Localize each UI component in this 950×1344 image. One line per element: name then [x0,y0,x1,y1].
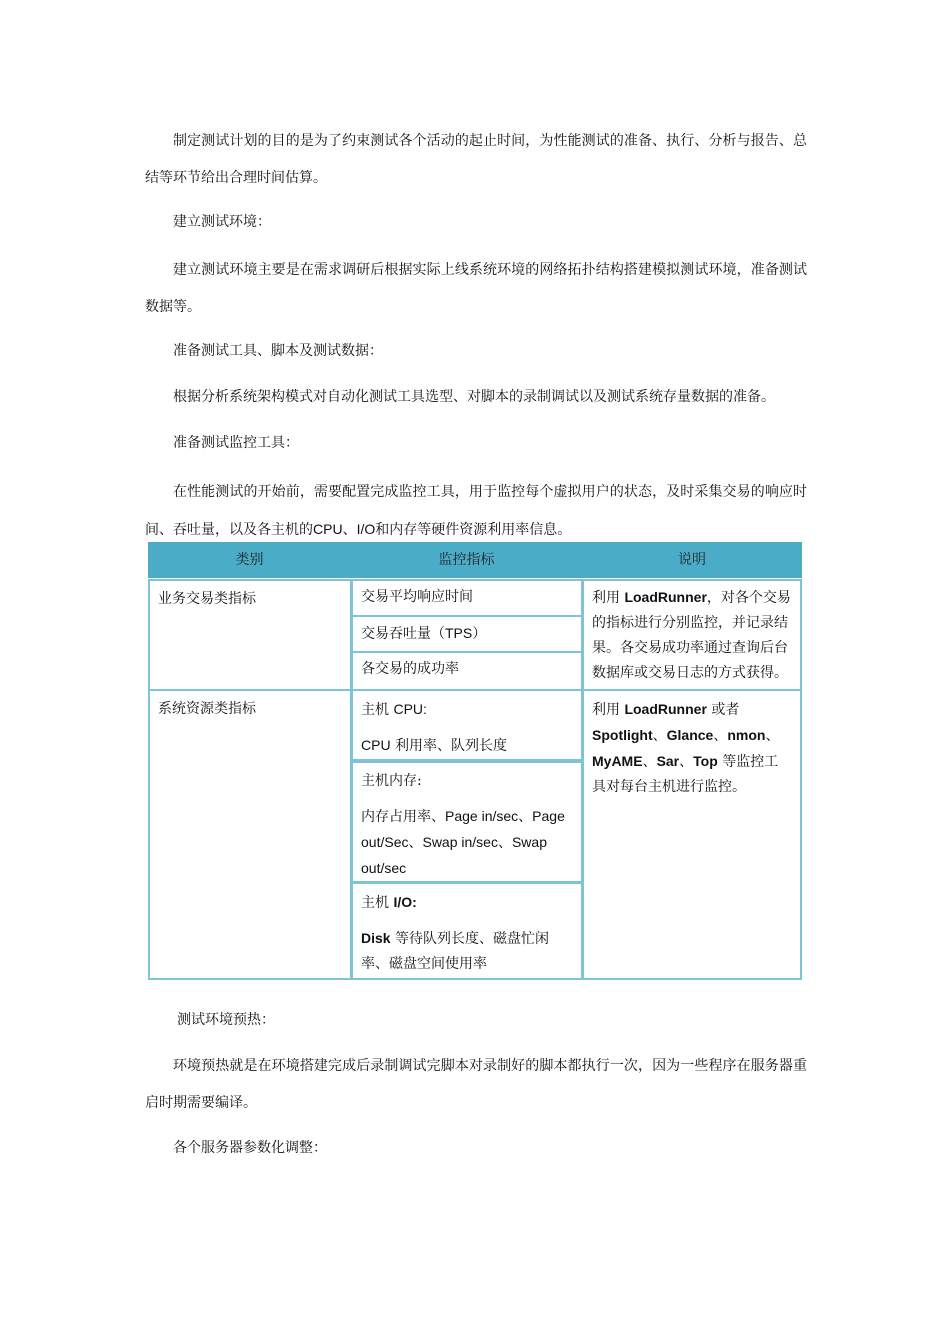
cell-text: 主机 [361,702,394,718]
cpu-detail [361,733,573,759]
header-category: 类别 [148,542,351,578]
cell-text: 业务交易类指标 [158,591,256,607]
cell-text: 利用 [592,590,625,606]
cell-avg-response [351,579,583,617]
io-detail [361,926,573,977]
separator: 、 [642,754,657,770]
heading-server-params: 各个服务器参数化调整： [173,1140,327,1156]
cell-text: ，对各个交易的指标进行分别监控，并记录结果。各交易成功率通过查询后台数据库或交易日志的方式获得。 [592,590,791,681]
memory-title: 主机内存: [361,773,422,789]
paragraph-text: 建立测试环境主要是在需求调研后根据实际上线系统环境的网络拓扑结构搭建模拟测试环境，准备测试数据等。 [145,262,807,315]
tool-myame: MyAME [592,753,643,769]
separator: 、 [408,835,423,851]
cell-text: 各交易的成功率 [361,661,459,677]
cell-text: 利用率、队列长度 [390,738,508,754]
memory-detail [361,804,573,882]
separator: 、 [765,728,780,744]
tool-sar: Sar [656,753,680,769]
term-cpu: CPU: [393,701,427,717]
cell-throughput [351,615,583,653]
tool-loadrunner: LoadRunner [624,701,707,717]
paragraph-monitor-tools [145,474,807,549]
cpu-title [361,697,573,723]
tool-nmon: nmon [727,727,766,743]
term-io: I/O: [393,894,417,910]
term-swap-out: Swap out/sec [361,834,547,876]
cell-text: 交易平均响应时间 [361,589,473,605]
term-page-in: Page in/sec [445,808,519,824]
heading-env-warmup: 测试环境预热： [177,1012,275,1028]
tool-glance: Glance [666,727,714,743]
header-description: 说明 [582,542,802,578]
tool-loadrunner: LoadRunner [624,589,707,605]
cell-resource-category [148,689,352,980]
monitoring-table [148,542,802,980]
heading-build-env: 建立测试环境： [173,214,271,230]
separator: 、 [652,728,667,744]
cell-text: 交易吞吐量（ [361,626,445,642]
cell-text: 系统资源类指标 [158,701,256,717]
term-tps: TPS [445,625,473,641]
cell-business-category [148,579,352,691]
tool-top: Top [693,753,718,769]
heading-monitor-tools: 准备测试监控工具： [173,435,299,451]
term-cpu: CPU [361,737,391,753]
tool-spotlight: Spotlight [592,727,653,743]
paragraph-build-env [145,252,807,326]
separator: 、 [679,754,694,770]
term-disk: Disk [361,930,391,946]
cell-text: 等待队列长度、磁盘忙闲率、磁盘空间使用率 [361,931,550,972]
term-page-out: Page out/Sec [361,808,565,850]
cell-host-memory [351,761,583,883]
paragraph-prepare-tools: 根据分析系统架构模式对自动化测试工具选型、对脚本的录制调试以及测试系统存量数据的准备。 [173,389,775,405]
io-title [361,890,573,916]
cell-text: 主机 [361,895,394,911]
cell-host-io [351,882,583,980]
cell-business-desc [582,579,802,691]
heading-prepare-tools: 准备测试工具、脚本及测试数据： [173,343,383,359]
cell-resource-desc [582,689,802,980]
term-io: I/O [356,521,376,537]
term-swap-in: Swap in/sec [422,834,498,850]
paragraph-text: 环境预热就是在环境搭建完成后录制调试完脚本对录制好的脚本都执行一次，因为一些程序在服务器重启时期需要编译。 [145,1058,807,1111]
cell-text: ） [472,626,487,642]
cell-success-rate [351,651,583,691]
separator: 、 [713,728,728,744]
cell-text: 等监控工具对每台主机进行监控。 [592,754,779,795]
paragraph-env-warmup [145,1048,807,1122]
separator: 、 [342,522,357,538]
term-cpu: CPU [313,521,343,537]
cell-text: 内存占用率、 [361,809,445,825]
separator: 、 [518,809,533,825]
cell-host-cpu [351,689,583,761]
paragraph-plan-purpose [145,123,807,197]
paragraph-text: 在性能测试的开始前，需要配置完成监控工具，用于监控每个虚拟用户的状态，及时采集交易的响应时间、吞吐量，以及各主机的 [145,484,807,538]
header-metric: 监控指标 [351,542,582,578]
paragraph-text: 和内存等硬件资源利用率信息。 [375,522,572,538]
cell-text: 或者 [706,702,740,718]
cell-text: 利用 [592,702,625,718]
separator: 、 [497,835,512,851]
paragraph-text: 制定测试计划的目的是为了约束测试各个活动的起止时间，为性能测试的准备、执行、分析与报告、总结等环节给出合理时间估算。 [145,133,807,186]
